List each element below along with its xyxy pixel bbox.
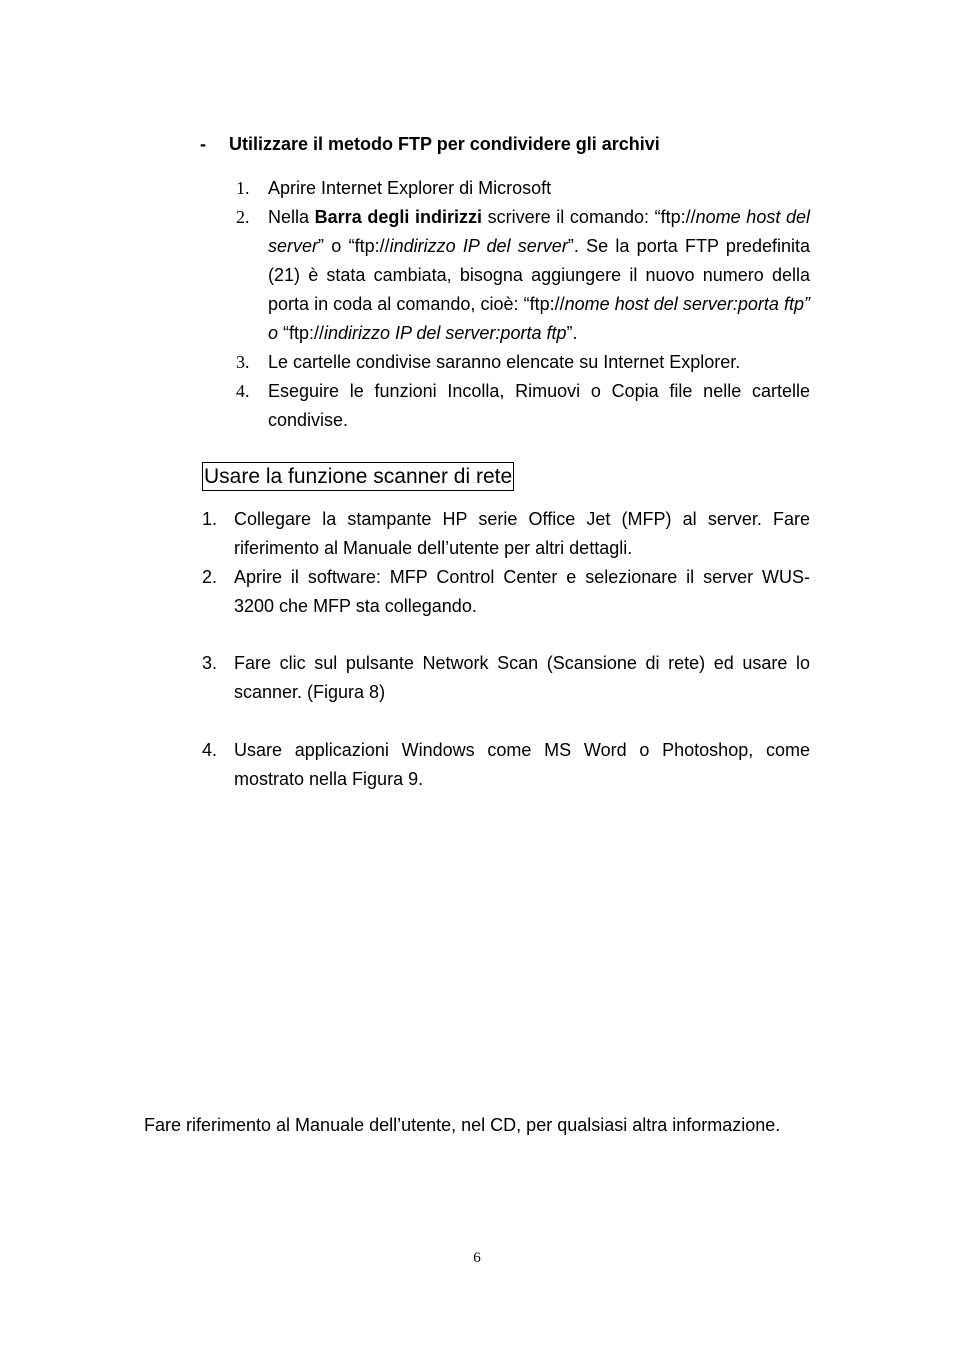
ftp-steps-list [236, 174, 810, 435]
address-bar-term: Barra degli indirizzi [314, 207, 482, 227]
step-number: 2. [202, 567, 218, 587]
list-item [202, 736, 810, 794]
step-number: 4. [236, 381, 250, 401]
scanner-steps-list-c [202, 736, 810, 794]
list-item [236, 174, 810, 203]
step-text: Fare clic sul pulsante Network Scan (Scansione di rete) ed usare lo scanner. (Figura 8) [234, 653, 810, 702]
step-text: Aprire il software: MFP Control Center e selezionare il server WUS-3200 che MFP sta collegando. [234, 567, 810, 616]
step-number: 1. [236, 178, 250, 198]
list-item [236, 203, 810, 348]
step-text: Aprire Internet Explorer di Microsoft [268, 178, 552, 198]
scanner-steps-list-b [202, 649, 810, 707]
heading-text: Utilizzare il metodo FTP per condividere gli archivi [229, 134, 660, 154]
step-number: 1. [202, 509, 218, 529]
step-number: 4. [202, 740, 218, 760]
scanner-steps-list-a [202, 505, 810, 621]
list-item [202, 505, 810, 563]
step-number: 3. [202, 653, 218, 673]
scanner-section-title: Usare la funzione scanner di rete [202, 462, 514, 491]
step-text: Le cartelle condivise saranno elencate su Internet Explorer. [268, 352, 741, 372]
step-text: Eseguire le funzioni Incolla, Rimuovi o Copia file nelle cartelle condivise. [268, 381, 810, 430]
step-text: Nella Barra degli indirizzi scrivere il comando: “ftp://nome host del server” o “ftp://indirizzo IP del server”. Se la porta FTP predefinita (21) è stata cambiata, bisogna aggiungere il nuovo numero della porta in coda al comando, cioè: “ftp://nome host del server:porta ftp” o “ftp://indirizzo IP del server:porta ftp”. [268, 207, 810, 343]
list-item [236, 348, 810, 377]
list-item [202, 563, 810, 621]
step-text: Collegare la stampante HP serie Office Jet (MFP) al server. Fare riferimento al Manuale dell’utente per altri dettagli. [234, 509, 810, 558]
step-number: 3. [236, 352, 250, 372]
step-text: Usare applicazioni Windows come MS Word o Photoshop, come mostrato nella Figura 9. [234, 740, 810, 789]
list-item [236, 377, 810, 435]
step-number: 2. [236, 207, 250, 227]
ftp-section-heading [200, 134, 660, 155]
closing-note: Fare riferimento al Manuale dell’utente, nel CD, per qualsiasi altra informazione. [144, 1115, 781, 1135]
heading-dash: - [200, 134, 206, 154]
page-number: 6 [473, 1250, 481, 1266]
list-item [202, 649, 810, 707]
